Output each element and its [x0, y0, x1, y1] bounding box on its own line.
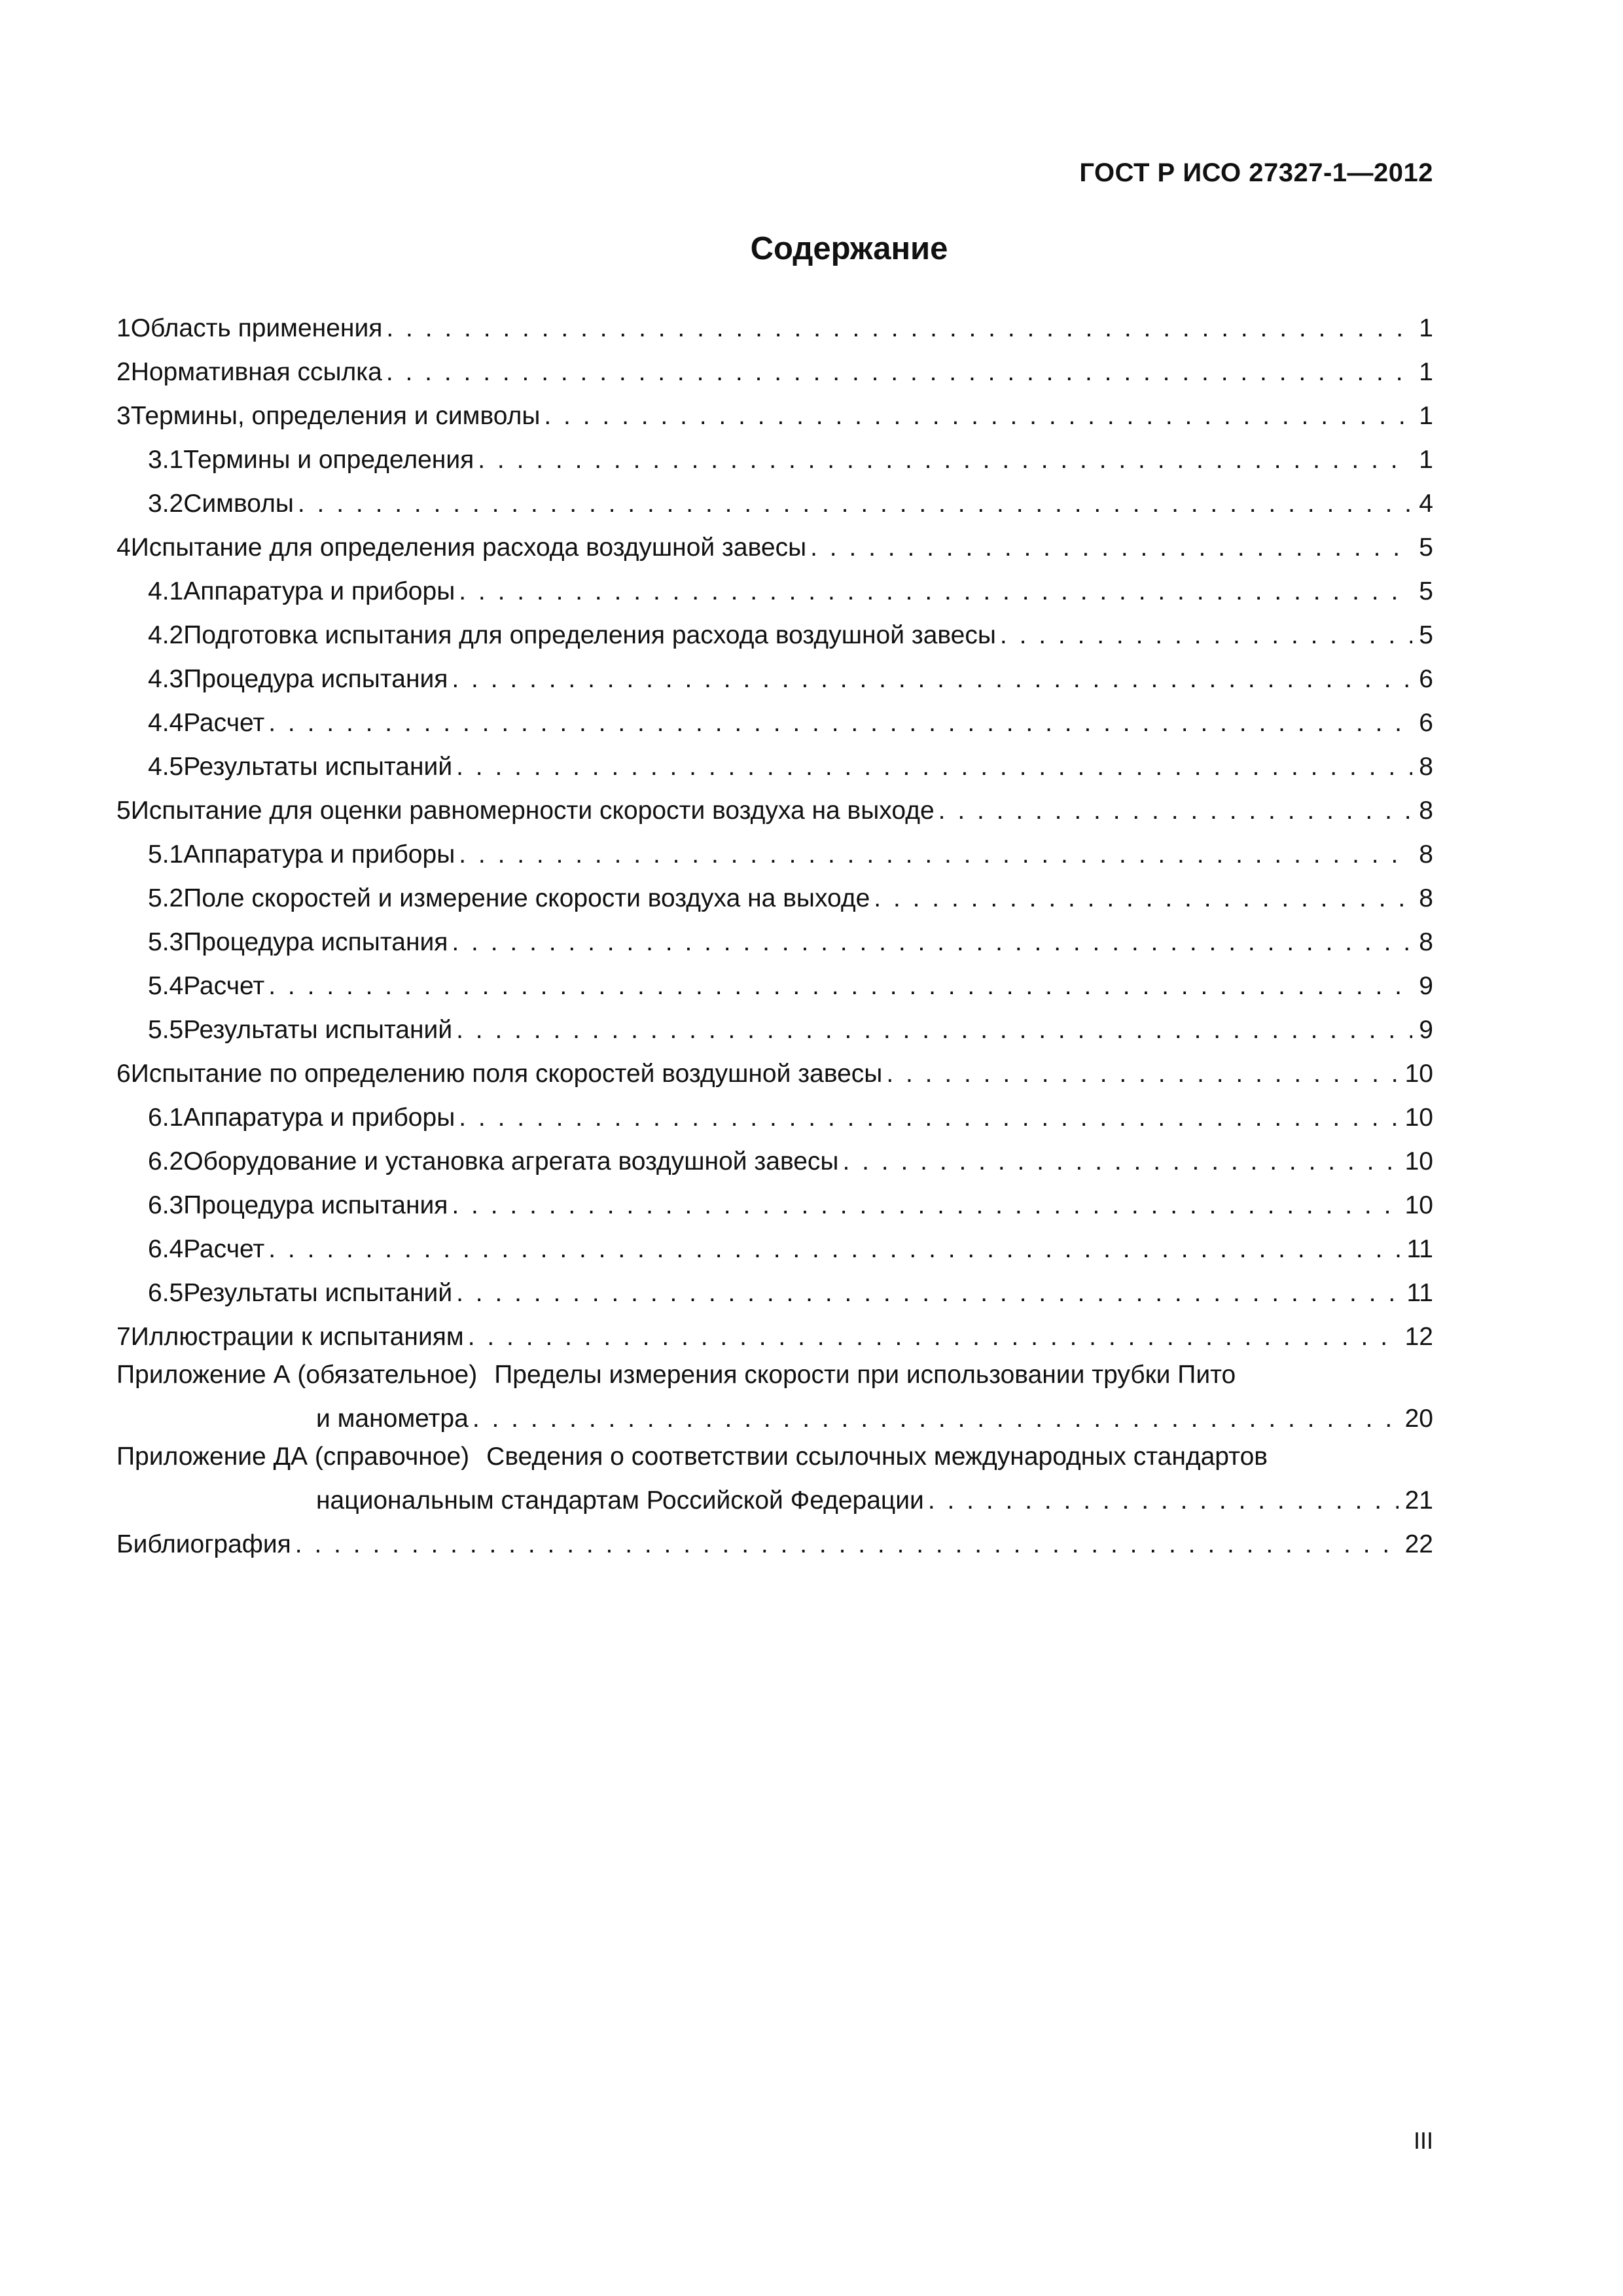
toc-entry-title: Оборудование и установка агрегата воздушной завесы: [183, 1147, 839, 1175]
toc-entry[interactable]: [116, 300, 1433, 344]
toc-entry[interactable]: [116, 1308, 1433, 1352]
annex-second-line: [116, 1390, 1433, 1434]
toc-entry-number: 6.1: [148, 1103, 184, 1132]
dot-leader: [459, 839, 1412, 870]
toc-entry-number: 3: [116, 402, 131, 430]
toc-entry-title: Процедура испытания: [183, 665, 448, 693]
dot-leader: [268, 971, 1412, 1001]
toc-entry-title: Результаты испытаний: [183, 1279, 453, 1307]
toc-entry-page: 5: [1419, 533, 1433, 562]
toc-entry-page: 6: [1419, 665, 1433, 693]
table-of-contents: [116, 300, 1433, 1560]
toc-entry-page: 8: [1419, 840, 1433, 869]
toc-subentry[interactable]: [116, 914, 1433, 958]
toc-entry-number: 6.3: [148, 1191, 184, 1219]
toc-entry-title: Расчет: [183, 709, 265, 737]
annex-first-line: [116, 1352, 1433, 1390]
dot-leader: [544, 401, 1412, 431]
toc-entry-number: 6: [116, 1060, 131, 1088]
toc-subentry[interactable]: [116, 563, 1433, 607]
toc-entry-page: 10: [1404, 1060, 1433, 1088]
dot-leader: [938, 795, 1412, 826]
toc-entry-number: 4.5: [148, 753, 184, 781]
toc-subentry[interactable]: [116, 475, 1433, 519]
toc-entry-page: 1: [1419, 446, 1433, 474]
toc-entry-page: 8: [1419, 928, 1433, 956]
dot-leader: [456, 1014, 1412, 1045]
toc-entry-title: Библиография: [116, 1530, 291, 1558]
toc-entry-number: 3.1: [148, 446, 184, 474]
toc-entry-page: 10: [1404, 1147, 1433, 1175]
annex-label: Приложение ДА (справочное): [116, 1443, 470, 1471]
toc-entry-number: 5.1: [148, 840, 184, 869]
toc-subentry[interactable]: [116, 958, 1433, 1001]
toc-subentry[interactable]: [116, 1001, 1433, 1045]
toc-entry[interactable]: [116, 519, 1433, 563]
annex-label: Приложение А (обязательное): [116, 1361, 478, 1389]
toc-subentry[interactable]: [116, 694, 1433, 738]
toc-entry-number: 7: [116, 1323, 131, 1351]
toc-entry-number: 4.4: [148, 709, 184, 737]
dot-leader: [459, 1102, 1398, 1133]
document-code: ГОСТ Р ИСО 27327-1—2012: [1079, 158, 1433, 187]
toc-entry-number: 5.4: [148, 972, 184, 1000]
toc-entry-page: 20: [1404, 1405, 1433, 1433]
dot-leader: [386, 313, 1412, 344]
toc-entry-number: 3.2: [148, 490, 184, 518]
toc-entry-page: 9: [1419, 1016, 1433, 1044]
toc-entry-title: Результаты испытаний: [183, 753, 453, 781]
dot-leader: [452, 664, 1412, 694]
toc-entry-title: Процедура испытания: [183, 1191, 448, 1219]
toc-entry[interactable]: [116, 1045, 1433, 1089]
toc-entry-page: 10: [1404, 1191, 1433, 1219]
annex-second-line: [116, 1472, 1433, 1516]
dot-leader: [456, 1278, 1400, 1308]
toc-entry-page: 8: [1419, 884, 1433, 912]
annex-title-line2: национальным стандартам Российской Федерации: [316, 1486, 924, 1515]
toc-entry-number: 4: [116, 533, 131, 562]
toc-entry-title: Испытание для определения расхода воздушной завесы: [130, 533, 807, 562]
toc-annex-da[interactable]: [116, 1434, 1433, 1516]
toc-entry-number: 6.5: [148, 1279, 184, 1307]
dot-leader: [928, 1485, 1399, 1516]
toc-entry-title: Расчет: [183, 972, 265, 1000]
dot-leader: [386, 357, 1412, 387]
dot-leader: [268, 1234, 1400, 1265]
toc-entry-page: 9: [1419, 972, 1433, 1000]
dot-leader: [886, 1058, 1398, 1089]
dot-leader: [874, 883, 1412, 914]
toc-subentry[interactable]: [116, 870, 1433, 914]
toc-entry-number: 4.1: [148, 577, 184, 605]
toc-entry-page: 11: [1406, 1235, 1433, 1263]
toc-entry-title: Испытание для оценки равномерности скорости воздуха на выходе: [130, 797, 935, 825]
annex-title-line1: Пределы измерения скорости при использовании трубки Пито: [494, 1361, 1236, 1389]
toc-entry-title: Аппаратура и приборы: [183, 577, 455, 605]
annex-title-line2: и манометра: [316, 1405, 469, 1433]
toc-entry-number: 6.2: [148, 1147, 184, 1175]
toc-entry-page: 1: [1419, 314, 1433, 342]
dot-leader: [452, 1190, 1398, 1221]
toc-entry-page: 11: [1406, 1279, 1433, 1307]
dot-leader: [810, 532, 1412, 563]
toc-entry-page: 6: [1419, 709, 1433, 737]
toc-entry-title: Поле скоростей и измерение скорости воздуха на выходе: [183, 884, 870, 912]
dot-leader: [268, 708, 1412, 738]
toc-entry-page: 5: [1419, 621, 1433, 649]
toc-entry-number: 5: [116, 797, 131, 825]
toc-entry-number: 5.3: [148, 928, 184, 956]
toc-subentry[interactable]: [116, 1177, 1433, 1221]
toc-entry-page: 1: [1419, 402, 1433, 430]
toc-entry-title: Аппаратура и приборы: [183, 840, 455, 869]
toc-entry-number: 5.2: [148, 884, 184, 912]
toc-subentry[interactable]: [116, 738, 1433, 782]
annex-title-line1: Сведения о соответствии ссылочных международных стандартов: [486, 1443, 1268, 1471]
dot-leader: [473, 1403, 1399, 1434]
toc-entry-page: 4: [1419, 490, 1433, 518]
toc-entry-page: 12: [1404, 1323, 1433, 1351]
toc-title: Содержание: [750, 231, 948, 266]
toc-entry-title: Иллюстрации к испытаниям: [130, 1323, 464, 1351]
dot-leader: [459, 576, 1412, 607]
toc-entry-page: 21: [1404, 1486, 1433, 1515]
toc-entry-title: Символы: [183, 490, 294, 518]
toc-entry[interactable]: [116, 387, 1433, 431]
toc-entry-title: Термины и определения: [183, 446, 474, 474]
toc-entry-number: 6.4: [148, 1235, 184, 1263]
page-number: III: [1413, 2127, 1433, 2154]
toc-subentry[interactable]: [116, 1221, 1433, 1265]
toc-entry-title: Нормативная ссылка: [130, 358, 382, 386]
toc-entry-title: Расчет: [183, 1235, 265, 1263]
toc-entry-number: 1: [116, 314, 131, 342]
toc-entry[interactable]: [116, 344, 1433, 387]
toc-entry-number: 4.3: [148, 665, 184, 693]
toc-subentry[interactable]: [116, 826, 1433, 870]
dot-leader: [452, 927, 1412, 958]
toc-entry-page: 1: [1419, 358, 1433, 386]
toc-entry-page: 22: [1404, 1530, 1433, 1558]
dot-leader: [1000, 620, 1412, 651]
toc-entry-number: 4.2: [148, 621, 184, 649]
toc-subentry[interactable]: [116, 1133, 1433, 1177]
toc-entry-number: 2: [116, 358, 131, 386]
toc-entry-title: Процедура испытания: [183, 928, 448, 956]
toc-entry-page: 8: [1419, 753, 1433, 781]
dot-leader: [842, 1146, 1398, 1177]
toc-entry[interactable]: [116, 782, 1433, 826]
toc-subentry[interactable]: [116, 651, 1433, 694]
dot-leader: [478, 444, 1412, 475]
toc-entry-page: 10: [1404, 1103, 1433, 1132]
toc-subentry[interactable]: [116, 431, 1433, 475]
dot-leader: [456, 751, 1412, 782]
toc-entry-page: 8: [1419, 797, 1433, 825]
dot-leader: [468, 1321, 1399, 1352]
toc-subentry[interactable]: [116, 607, 1433, 651]
toc-entry-number: 5.5: [148, 1016, 184, 1044]
toc-entry-title: Подготовка испытания для определения расхода воздушной завесы: [183, 621, 996, 649]
toc-bibliography[interactable]: [116, 1516, 1433, 1560]
dot-leader: [298, 488, 1412, 519]
toc-subentry[interactable]: [116, 1265, 1433, 1308]
toc-annex-a[interactable]: [116, 1352, 1433, 1434]
toc-entry-title: Термины, определения и символы: [130, 402, 541, 430]
dot-leader: [295, 1529, 1399, 1560]
toc-entry-title: Испытание по определению поля скоростей воздушной завесы: [130, 1060, 883, 1088]
toc-entry-title: Аппаратура и приборы: [183, 1103, 455, 1132]
toc-entry-title: Результаты испытаний: [183, 1016, 453, 1044]
toc-entry-title: Область применения: [130, 314, 383, 342]
annex-first-line: [116, 1434, 1433, 1472]
toc-subentry[interactable]: [116, 1089, 1433, 1133]
toc-entry-page: 5: [1419, 577, 1433, 605]
